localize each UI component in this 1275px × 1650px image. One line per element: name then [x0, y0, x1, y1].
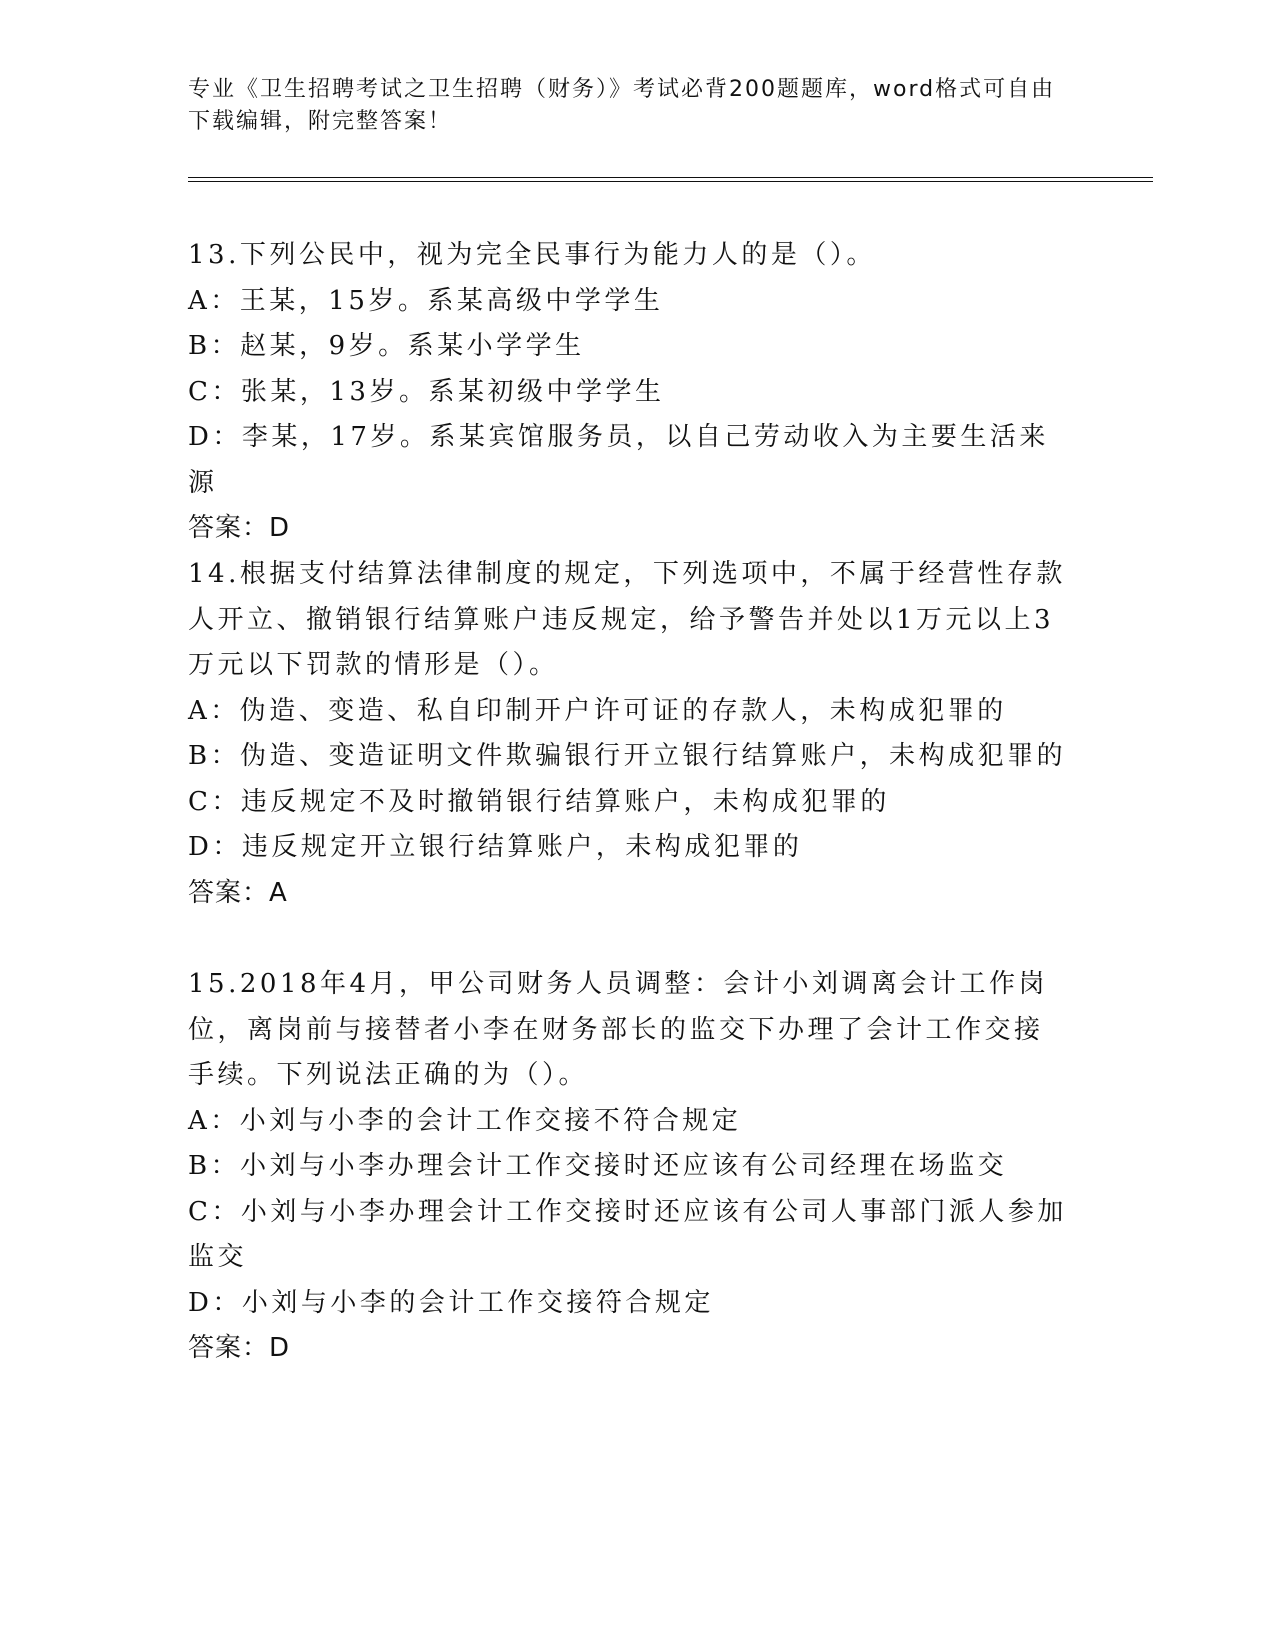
option-c: C：违反规定不及时撤销银行结算账户，未构成犯罪的 [188, 786, 890, 817]
option-d: D：小刘与小李的会计工作交接符合规定 [188, 1287, 714, 1318]
answer: 答案：D [188, 1333, 291, 1363]
question-15 [188, 962, 1068, 1372]
question-14 [188, 552, 1068, 916]
header-divider-bottom [188, 181, 1153, 182]
header-text: 专业《卫生招聘考试之卫生招聘（财务）》考试必背200题题库，word格式可自由下载编辑，附完整答案！ [188, 77, 1056, 134]
option-c: C：张某，13岁。系某初级中学学生 [188, 376, 665, 407]
question-text: 15.2018年4月，甲公司财务人员调整：会计小刘调离会计工作岗位，离岗前与接替者小李在财务部长的监交下办理了会计工作交接手续。下列说法正确的为（）。 [188, 969, 1049, 1090]
question-13 [188, 233, 1068, 552]
option-b: B：伪造、变造证明文件欺骗银行开立银行结算账户，未构成犯罪的 [188, 741, 1067, 771]
option-d: D：李某，17岁。系某宾馆服务员，以自己劳动收入为主要生活来源 [188, 422, 1049, 498]
option-a: A：王某，15岁。系某高级中学学生 [188, 285, 664, 316]
question-text: 14.根据支付结算法律制度的规定，下列选项中，不属于经营性存款人开立、撤销银行结算账户违反规定，给予警告并处以1万元以上3万元以下罚款的情形是（）。 [188, 559, 1066, 680]
answer: 答案：D [188, 513, 291, 543]
option-a: A：伪造、变造、私自印制开户许可证的存款人，未构成犯罪的 [188, 695, 1007, 726]
option-c: C：小刘与小李办理会计工作交接时还应该有公司人事部门派人参加监交 [188, 1196, 1067, 1272]
option-d: D：违反规定开立银行结算账户，未构成犯罪的 [188, 832, 803, 862]
question-text: 13.下列公民中，视为完全民事行为能力人的是（）。 [188, 240, 876, 270]
option-b: B：小刘与小李办理会计工作交接时还应该有公司经理在场监交 [188, 1151, 1008, 1181]
option-a: A：小刘与小李的会计工作交接不符合规定 [188, 1105, 742, 1136]
document-header [188, 74, 1068, 138]
option-b: B：赵某，9岁。系某小学学生 [188, 331, 585, 361]
header-divider-top [188, 177, 1153, 178]
answer: 答案：A [188, 877, 288, 908]
